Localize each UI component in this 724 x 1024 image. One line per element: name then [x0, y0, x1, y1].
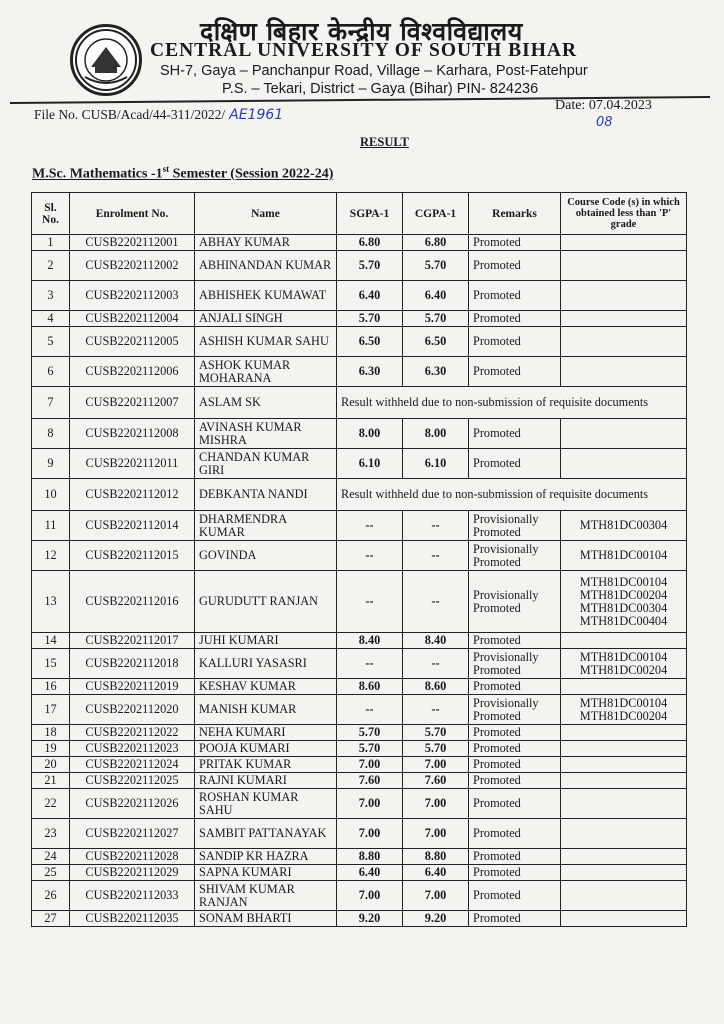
cell-course-codes	[561, 741, 687, 757]
cell-cgpa: --	[403, 511, 469, 541]
cell-course-codes	[561, 819, 687, 849]
table-row	[32, 911, 687, 927]
cell-remarks: Promoted	[469, 357, 561, 387]
cell-cgpa: 8.80	[403, 849, 469, 865]
cell-course-codes	[561, 235, 687, 251]
cell-sl-no: 22	[32, 789, 70, 819]
cell-sgpa: 7.00	[337, 881, 403, 911]
cell-sl-no: 23	[32, 819, 70, 849]
cell-sgpa: 7.00	[337, 819, 403, 849]
cell-course-codes: MTH81DC00304	[561, 511, 687, 541]
university-name-hindi: दक्षिण बिहार केन्द्रीय विश्वविद्यालय	[200, 17, 523, 46]
cell-enrolment-no: CUSB2202112026	[70, 789, 195, 819]
cell-sl-no: 12	[32, 541, 70, 571]
cell-remarks: Promoted	[469, 327, 561, 357]
cell-sl-no: 11	[32, 511, 70, 541]
cell-enrolment-no: CUSB2202112018	[70, 649, 195, 679]
cell-enrolment-no: CUSB2202112012	[70, 479, 195, 511]
cell-sgpa: 6.30	[337, 357, 403, 387]
table-row	[32, 571, 687, 633]
cell-enrolment-no: CUSB2202112005	[70, 327, 195, 357]
cell-name: GURUDUTT RANJAN	[195, 571, 337, 633]
table-row	[32, 849, 687, 865]
cell-sl-no: 18	[32, 725, 70, 741]
cell-cgpa: 5.70	[403, 741, 469, 757]
university-logo	[70, 24, 142, 96]
table-row	[32, 741, 687, 757]
cell-cgpa: 5.70	[403, 251, 469, 281]
table-header-row	[32, 193, 687, 235]
cell-sgpa: 7.00	[337, 757, 403, 773]
cell-cgpa: 6.80	[403, 235, 469, 251]
table-row	[32, 511, 687, 541]
cell-remarks: Promoted	[469, 725, 561, 741]
cell-enrolment-no: CUSB2202112004	[70, 311, 195, 327]
table-row	[32, 819, 687, 849]
cell-remarks: Provisionally Promoted	[469, 571, 561, 633]
table-row	[32, 387, 687, 419]
cell-sl-no: 5	[32, 327, 70, 357]
cell-cgpa: 5.70	[403, 725, 469, 741]
cell-cgpa: 7.00	[403, 819, 469, 849]
result-table	[31, 192, 687, 927]
cell-enrolment-no: CUSB2202112008	[70, 419, 195, 449]
cell-sgpa: --	[337, 571, 403, 633]
cell-cgpa: --	[403, 541, 469, 571]
cell-course-codes	[561, 327, 687, 357]
cell-sgpa: --	[337, 695, 403, 725]
cell-enrolment-no: CUSB2202112003	[70, 281, 195, 311]
cell-sgpa: 6.10	[337, 449, 403, 479]
cell-cgpa: 8.00	[403, 419, 469, 449]
cell-sl-no: 19	[32, 741, 70, 757]
cell-withheld-note: Result withheld due to non-submission of requisite documents	[337, 479, 687, 511]
date-handwritten-note: 08	[596, 115, 613, 130]
result-heading: RESULT	[360, 135, 409, 149]
cell-enrolment-no: CUSB2202112020	[70, 695, 195, 725]
table-row	[32, 235, 687, 251]
cell-sl-no: 24	[32, 849, 70, 865]
cell-sl-no: 20	[32, 757, 70, 773]
table-row	[32, 773, 687, 789]
document-date: Date: 07.04.2023	[555, 98, 652, 113]
cell-enrolment-no: CUSB2202112022	[70, 725, 195, 741]
cell-cgpa: 6.50	[403, 327, 469, 357]
cell-cgpa: --	[403, 695, 469, 725]
table-row	[32, 633, 687, 649]
cell-sgpa: 6.50	[337, 327, 403, 357]
cell-sgpa: 6.40	[337, 281, 403, 311]
cell-sl-no: 3	[32, 281, 70, 311]
table-row	[32, 327, 687, 357]
table-row	[32, 311, 687, 327]
cell-cgpa: 8.60	[403, 679, 469, 695]
cell-enrolment-no: CUSB2202112033	[70, 881, 195, 911]
file-number	[34, 107, 283, 123]
cell-remarks: Promoted	[469, 773, 561, 789]
address-line-2: P.S. – Tekari, District – Gaya (Bihar) PIN- 824236	[222, 81, 539, 97]
cell-cgpa: 7.00	[403, 789, 469, 819]
table-row	[32, 757, 687, 773]
course-title-sup: st	[162, 164, 170, 174]
cell-cgpa: 5.70	[403, 311, 469, 327]
cell-enrolment-no: CUSB2202112019	[70, 679, 195, 695]
cell-remarks: Promoted	[469, 881, 561, 911]
header-sl-no: Sl. No.	[32, 193, 70, 235]
cell-name: GOVINDA	[195, 541, 337, 571]
cell-course-codes	[561, 911, 687, 927]
cell-cgpa: 6.30	[403, 357, 469, 387]
cell-enrolment-no: CUSB2202112024	[70, 757, 195, 773]
cell-name: AVINASH KUMAR MISHRA	[195, 419, 337, 449]
cell-course-codes	[561, 773, 687, 789]
cell-sl-no: 16	[32, 679, 70, 695]
cell-enrolment-no: CUSB2202112035	[70, 911, 195, 927]
cell-course-codes: MTH81DC00104 MTH81DC00204 MTH81DC00304 MTH81DC00404	[561, 571, 687, 633]
cell-sgpa: 5.70	[337, 251, 403, 281]
table-row	[32, 865, 687, 881]
cell-name: ABHAY KUMAR	[195, 235, 337, 251]
cell-course-codes	[561, 679, 687, 695]
cell-sl-no: 9	[32, 449, 70, 479]
cell-sl-no: 25	[32, 865, 70, 881]
cell-cgpa: 8.40	[403, 633, 469, 649]
cell-sgpa: 8.80	[337, 849, 403, 865]
table-row	[32, 251, 687, 281]
cell-enrolment-no: CUSB2202112028	[70, 849, 195, 865]
cell-enrolment-no: CUSB2202112002	[70, 251, 195, 281]
cell-sl-no: 27	[32, 911, 70, 927]
cell-cgpa: 7.00	[403, 881, 469, 911]
cell-name: ANJALI SINGH	[195, 311, 337, 327]
cell-sgpa: 7.00	[337, 789, 403, 819]
cell-withheld-note: Result withheld due to non-submission of requisite documents	[337, 387, 687, 419]
cell-name: DEBKANTA NANDI	[195, 479, 337, 511]
cell-sgpa: --	[337, 649, 403, 679]
cell-course-codes	[561, 251, 687, 281]
cell-sgpa: 8.40	[337, 633, 403, 649]
cell-cgpa: 6.40	[403, 865, 469, 881]
header-course-codes: Course Code (s) in which obtained less than 'P' grade	[561, 193, 687, 235]
cell-enrolment-no: CUSB2202112017	[70, 633, 195, 649]
cell-name: POOJA KUMARI	[195, 741, 337, 757]
cell-enrolment-no: CUSB2202112029	[70, 865, 195, 881]
table-row	[32, 479, 687, 511]
cell-sl-no: 10	[32, 479, 70, 511]
cell-course-codes	[561, 725, 687, 741]
table-row	[32, 789, 687, 819]
cell-sl-no: 17	[32, 695, 70, 725]
cell-remarks: Provisionally Promoted	[469, 695, 561, 725]
cell-name: CHANDAN KUMAR GIRI	[195, 449, 337, 479]
cell-course-codes	[561, 849, 687, 865]
cell-course-codes	[561, 757, 687, 773]
cell-sl-no: 1	[32, 235, 70, 251]
cell-name: ASHISH KUMAR SAHU	[195, 327, 337, 357]
cell-enrolment-no: CUSB2202112015	[70, 541, 195, 571]
course-title-rest: Semester (Session 2022-24)	[169, 166, 334, 182]
cell-sl-no: 2	[32, 251, 70, 281]
course-title	[32, 164, 333, 183]
table-row	[32, 281, 687, 311]
table-row	[32, 449, 687, 479]
header-remarks: Remarks	[469, 193, 561, 235]
cell-course-codes: MTH81DC00104 MTH81DC00204	[561, 649, 687, 679]
address-line-1: SH-7, Gaya – Panchanpur Road, Village – Karhara, Post-Fatehpur	[160, 63, 588, 79]
cell-remarks: Promoted	[469, 419, 561, 449]
cell-sl-no: 8	[32, 419, 70, 449]
cell-sgpa: 7.60	[337, 773, 403, 789]
table-row	[32, 695, 687, 725]
cell-name: SONAM BHARTI	[195, 911, 337, 927]
cell-name: RAJNI KUMARI	[195, 773, 337, 789]
cell-sgpa: 9.20	[337, 911, 403, 927]
header-name: Name	[195, 193, 337, 235]
cell-sl-no: 14	[32, 633, 70, 649]
cell-cgpa: 9.20	[403, 911, 469, 927]
table-row	[32, 679, 687, 695]
cell-name: ROSHAN KUMAR SAHU	[195, 789, 337, 819]
cell-remarks: Promoted	[469, 757, 561, 773]
cell-sgpa: --	[337, 511, 403, 541]
cell-enrolment-no: CUSB2202112011	[70, 449, 195, 479]
cell-cgpa: 7.60	[403, 773, 469, 789]
cell-course-codes	[561, 419, 687, 449]
file-number-handwritten: AE1961	[229, 107, 284, 123]
cell-remarks: Promoted	[469, 281, 561, 311]
cell-remarks: Provisionally Promoted	[469, 541, 561, 571]
cell-sgpa: 6.40	[337, 865, 403, 881]
cell-name: SANDIP KR HAZRA	[195, 849, 337, 865]
cell-remarks: Promoted	[469, 865, 561, 881]
cell-sgpa: 5.70	[337, 741, 403, 757]
cell-cgpa: --	[403, 571, 469, 633]
cell-remarks: Promoted	[469, 235, 561, 251]
cell-name: ABHISHEK KUMAWAT	[195, 281, 337, 311]
table-row	[32, 541, 687, 571]
cell-course-codes	[561, 633, 687, 649]
header-sgpa: SGPA-1	[337, 193, 403, 235]
header-cgpa: CGPA-1	[403, 193, 469, 235]
cell-course-codes	[561, 357, 687, 387]
cell-course-codes: MTH81DC00104	[561, 541, 687, 571]
cell-remarks: Promoted	[469, 911, 561, 927]
table-row	[32, 881, 687, 911]
cell-remarks: Promoted	[469, 311, 561, 327]
cell-sl-no: 15	[32, 649, 70, 679]
cell-name: JUHI KUMARI	[195, 633, 337, 649]
header-enrolment-no: Enrolment No.	[70, 193, 195, 235]
cell-remarks: Promoted	[469, 679, 561, 695]
cell-name: SAMBIT PATTANAYAK	[195, 819, 337, 849]
cell-course-codes	[561, 881, 687, 911]
university-emblem-icon	[73, 27, 139, 93]
course-title-main: M.Sc. Mathematics -1	[32, 166, 163, 182]
cell-sgpa: --	[337, 541, 403, 571]
cell-course-codes	[561, 311, 687, 327]
cell-sl-no: 6	[32, 357, 70, 387]
cell-cgpa: 7.00	[403, 757, 469, 773]
cell-cgpa: --	[403, 649, 469, 679]
cell-course-codes	[561, 865, 687, 881]
cell-name: NEHA KUMARI	[195, 725, 337, 741]
cell-enrolment-no: CUSB2202112027	[70, 819, 195, 849]
cell-remarks: Promoted	[469, 449, 561, 479]
cell-course-codes	[561, 449, 687, 479]
cell-remarks: Promoted	[469, 633, 561, 649]
cell-sl-no: 7	[32, 387, 70, 419]
table-row	[32, 725, 687, 741]
cell-name: ASLAM SK	[195, 387, 337, 419]
cell-sl-no: 21	[32, 773, 70, 789]
cell-enrolment-no: CUSB2202112001	[70, 235, 195, 251]
cell-remarks: Provisionally Promoted	[469, 649, 561, 679]
cell-sgpa: 8.00	[337, 419, 403, 449]
cell-name: ASHOK KUMAR MOHARANA	[195, 357, 337, 387]
cell-name: KALLURI YASASRI	[195, 649, 337, 679]
cell-course-codes: MTH81DC00104 MTH81DC00204	[561, 695, 687, 725]
cell-name: KESHAV KUMAR	[195, 679, 337, 695]
cell-sgpa: 5.70	[337, 725, 403, 741]
cell-sl-no: 26	[32, 881, 70, 911]
cell-name: SHIVAM KUMAR RANJAN	[195, 881, 337, 911]
cell-enrolment-no: CUSB2202112007	[70, 387, 195, 419]
cell-enrolment-no: CUSB2202112006	[70, 357, 195, 387]
table-row	[32, 649, 687, 679]
cell-enrolment-no: CUSB2202112014	[70, 511, 195, 541]
cell-sl-no: 4	[32, 311, 70, 327]
cell-enrolment-no: CUSB2202112023	[70, 741, 195, 757]
cell-name: DHARMENDRA KUMAR	[195, 511, 337, 541]
university-name: CENTRAL UNIVERSITY OF SOUTH BIHAR	[150, 40, 578, 61]
cell-remarks: Promoted	[469, 819, 561, 849]
cell-course-codes	[561, 789, 687, 819]
table-row	[32, 419, 687, 449]
cell-sl-no: 13	[32, 571, 70, 633]
cell-name: ABHINANDAN KUMAR	[195, 251, 337, 281]
cell-remarks: Promoted	[469, 741, 561, 757]
table-body	[32, 235, 687, 927]
cell-remarks: Promoted	[469, 251, 561, 281]
cell-remarks: Provisionally Promoted	[469, 511, 561, 541]
cell-enrolment-no: CUSB2202112016	[70, 571, 195, 633]
cell-sgpa: 6.80	[337, 235, 403, 251]
cell-course-codes	[561, 281, 687, 311]
cell-name: MANISH KUMAR	[195, 695, 337, 725]
cell-cgpa: 6.40	[403, 281, 469, 311]
cell-cgpa: 6.10	[403, 449, 469, 479]
table-row	[32, 357, 687, 387]
cell-name: PRITAK KUMAR	[195, 757, 337, 773]
file-number-text: File No. CUSB/Acad/44-311/2022/	[34, 107, 226, 122]
cell-name: SAPNA KUMARI	[195, 865, 337, 881]
cell-remarks: Promoted	[469, 789, 561, 819]
cell-enrolment-no: CUSB2202112025	[70, 773, 195, 789]
cell-sgpa: 8.60	[337, 679, 403, 695]
cell-sgpa: 5.70	[337, 311, 403, 327]
cell-remarks: Promoted	[469, 849, 561, 865]
